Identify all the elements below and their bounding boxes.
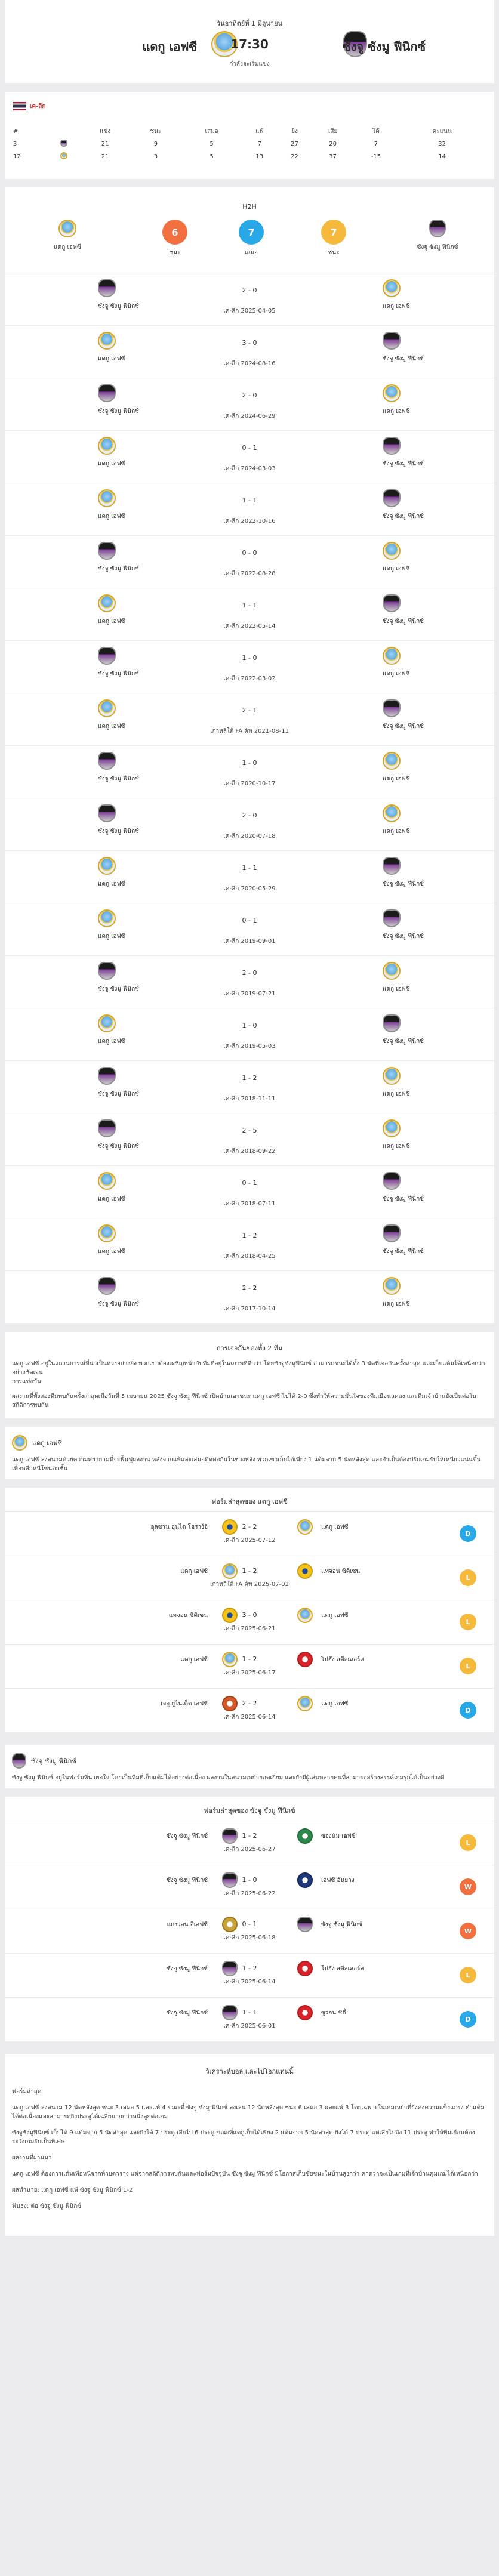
match-score: 1 - 0 xyxy=(242,654,257,662)
goal-diff: -15 xyxy=(371,153,381,160)
form-match-row[interactable] xyxy=(5,1689,494,1733)
prediction-text: แดกู เอฟซี ต้องการแต้มเพื่อหนีจากท้ายตาราง แต่จากสถิติการพบกันและฟอร์มปัจจุบัน ซังจู ซังมู ฟีนิกซ์ มีโอกาสเก็บชัยชนะในบ้านสูงกว่า คาดว่าจะเป็นเกมที่เจ้าบ้านคุมเกมได้เหนือกว่า xyxy=(12,2171,478,2177)
away-team-crest-icon xyxy=(297,1652,313,1667)
match-home-team: ซังจู ซังมู ฟีนิกซ์ xyxy=(98,776,139,782)
team-crest-icon xyxy=(60,140,67,147)
home-form-title: ฟอร์มล่าสุดของ แดกู เอฟซี xyxy=(5,1488,494,1512)
match-home-team: แดกู เอฟซี xyxy=(98,723,125,730)
match-home-team: แดกู เอฟซี xyxy=(180,1568,208,1575)
match-date: เค-ลีก 2025-06-14 xyxy=(223,1979,276,1985)
match-date: เค-ลีก 2019-09-01 xyxy=(223,938,276,945)
won: 9 xyxy=(153,141,158,147)
match-date: เค-ลีก 2025-07-12 xyxy=(223,1537,276,1544)
match-date: เค-ลีก 2024-08-16 xyxy=(223,360,276,367)
match-date: วันอาทิตย์ที่ 1 มิถุนายน xyxy=(216,20,283,27)
h2h-match-row[interactable] xyxy=(5,1008,494,1061)
h2h-match-row[interactable] xyxy=(5,798,494,851)
away-team-crest-icon xyxy=(297,1519,313,1535)
match-date: เค-ลีก 2022-03-02 xyxy=(223,675,276,682)
col-goal-diff: ได้ xyxy=(372,128,380,135)
match-score: 1 - 1 xyxy=(242,601,257,609)
match-score: 1 - 2 xyxy=(242,1832,257,1840)
match-score: 1 - 2 xyxy=(242,1655,257,1663)
match-score: 3 - 0 xyxy=(242,1611,257,1619)
col-played: แข่ง xyxy=(100,128,111,135)
home-team-crest-icon xyxy=(12,1435,27,1451)
match-date: เค-ลีก 2017-10-14 xyxy=(223,1306,276,1312)
away-team-crest-icon xyxy=(297,1961,313,1976)
h2h-match-row[interactable] xyxy=(5,536,494,588)
match-away-team: แดกู เอฟซี xyxy=(383,303,410,310)
match-home-team: ซังจู ซังมู ฟีนิกซ์ xyxy=(167,2010,208,2016)
goals-against: 37 xyxy=(329,153,337,160)
h2h-match-row[interactable] xyxy=(5,588,494,641)
draws-count: 7 xyxy=(239,220,264,245)
match-date: เค-ลีก 2020-05-29 xyxy=(223,886,276,892)
match-score: 2 - 5 xyxy=(242,1127,257,1134)
col-drawn: เสมอ xyxy=(205,128,218,135)
match-score: 1 - 0 xyxy=(242,759,257,767)
match-home-team: แดกู เอฟซี xyxy=(98,513,125,520)
match-home-team: ซังจู ซังมู ฟีนิกซ์ xyxy=(167,1966,208,1972)
h2h-home-name: แดกู เอฟซี xyxy=(54,244,81,251)
match-away-team: แดกู เอฟซี xyxy=(383,408,410,415)
away-team-name[interactable]: ซังจู ซังมู ฟีนิกซ์ xyxy=(343,39,426,54)
h2h-match-row[interactable] xyxy=(5,1218,494,1271)
col-team xyxy=(48,125,81,138)
match-score: 0 - 0 xyxy=(242,549,257,557)
rank: 12 xyxy=(13,153,21,160)
match-away-team: แดกู เอฟซี xyxy=(383,671,410,677)
match-away-team: ซังจู ซังมู ฟีนิกซ์ xyxy=(383,513,424,520)
result-badge: L xyxy=(460,1834,476,1851)
match-away-team: ซังจู ซังมู ฟีนิกซ์ xyxy=(383,618,424,625)
match-home-team: ซังจู ซังมู ฟีนิกซ์ xyxy=(98,1143,139,1150)
match-score: 1 - 0 xyxy=(242,1876,257,1884)
h2h-match-row[interactable] xyxy=(5,851,494,903)
h2h-match-row[interactable] xyxy=(5,1166,494,1218)
match-home-team: แดกู เอฟซี xyxy=(98,1248,125,1255)
standings-header-row xyxy=(13,125,486,138)
col-rank: # xyxy=(13,128,19,135)
away-form-title: ฟอร์มล่าสุดของ ซังจู ซังมู ฟีนิกซ์ xyxy=(5,1797,494,1821)
standings-card xyxy=(5,92,494,179)
match-score: 1 - 2 xyxy=(242,1567,257,1575)
result-badge: W xyxy=(460,1923,476,1939)
lost: 13 xyxy=(255,153,264,160)
h2h-match-row[interactable] xyxy=(5,641,494,693)
h2h-match-row[interactable] xyxy=(5,956,494,1008)
kickoff-time: 17:30 xyxy=(230,37,269,51)
match-score: 2 - 0 xyxy=(242,812,257,819)
lost: 7 xyxy=(257,141,261,147)
match-date: เค-ลีก 2018-09-22 xyxy=(223,1148,276,1155)
match-score: 2 - 1 xyxy=(242,707,257,714)
league-name[interactable]: เค-ลีก xyxy=(30,103,46,110)
col-goals-for: ยิง xyxy=(291,128,298,135)
h2h-analysis-text: แดกู เอฟซี อยู่ในสถานการณ์ที่น่าเป็นห่วงอย่างยิ่ง พวกเขาต้องเผชิญหน้ากับทีมที่อยู่ในสภาพที่ดีกว่า โดยซังจูซังมูฟีนิกซ์ สามารถชนะได้ทั้ง 3 นัดที่เจอกันครั้งล่าสุด และเก็บแต้มได้เหนือกว่าอย่างชัดเจน xyxy=(12,1361,485,1376)
match-away-team: ซังจู ซังมู ฟีนิกซ์ xyxy=(383,1038,424,1045)
match-score: 0 - 1 xyxy=(242,1179,257,1187)
home-team-name[interactable]: แดกู เอฟซี xyxy=(32,1439,63,1447)
match-date: เค-ลีก 2025-06-22 xyxy=(223,1890,276,1897)
match-away-team: เอฟซี อันยาง xyxy=(321,1877,355,1884)
home-form-card xyxy=(5,1488,494,1733)
match-home-team: อุลซาน ฮุนได โฮราง์อี xyxy=(150,1524,208,1531)
h2h-match-row[interactable] xyxy=(5,378,494,431)
h2h-away-name: ซังจู ซังมู ฟีนิกซ์ xyxy=(417,244,458,251)
won: 3 xyxy=(153,153,158,160)
match-home-team: ซังจู ซังมู ฟีนิกซ์ xyxy=(98,303,139,310)
match-away-team: แดกู เอฟซี xyxy=(383,566,410,572)
home-wins-label: ชนะ xyxy=(169,249,181,256)
match-home-team: ซังจู ซังมู ฟีนิกซ์ xyxy=(98,566,139,572)
form-match-row[interactable] xyxy=(5,1645,494,1689)
match-score: 2 - 2 xyxy=(242,1523,257,1531)
away-team-crest-icon xyxy=(297,1563,313,1579)
match-home-team: แกงวอน อีเอฟซี xyxy=(167,1921,208,1928)
match-home-team: แดกู เอฟซี xyxy=(98,618,125,625)
match-score: 1 - 2 xyxy=(242,1232,257,1239)
match-score: 2 - 0 xyxy=(242,286,257,294)
match-home-team: ซังจู ซังมู ฟีนิกซ์ xyxy=(98,671,139,677)
prediction-text: ซังจูซังมูฟีนิกซ์ เก็บได้ 9 แต้มจาก 5 นัดล่าสุด และยิงได้ 7 ประตู เสียไป 6 ประตู ขณะที่แดกูเก็บได้เพียง 2 แต้มจาก 5 นัดล่าสุด ยิงได้ 7 ประตู แต่เสียไปถึง 11 ประตู ทำให้ทีมเยือนต้องระวังเกมรับเป็นพิเศษ xyxy=(12,2130,475,2145)
h2h-match-row[interactable] xyxy=(5,1271,494,1324)
result-badge: W xyxy=(460,1878,476,1895)
match-away-team: ซองนัม เอฟซี xyxy=(321,1833,356,1840)
match-score: 3 - 0 xyxy=(242,339,257,347)
goals-for: 22 xyxy=(291,153,298,160)
h2h-home-wins xyxy=(142,220,208,257)
h2h-analysis-text: ผลงานที่ทั้งสองทีมพบกันครั้งล่าสุดเมื่อวันที่ 5 เมษายน 2025 ซังจู ซังมู ฟีนิกซ์ เปิดบ้านเอาชนะ แดกู เอฟซี ไปได้ 2-0 ซึ่งทำให้ความมั่นใจของทีมเยือนลดลง และทีมเจ้าบ้านยังเป็นต่อในสถิติการพบกัน xyxy=(12,1393,477,1409)
match-score: 1 - 1 xyxy=(242,496,257,504)
match-away-team: แดกู เอฟซี xyxy=(321,1701,349,1707)
match-away-team: ซังจู ซังมู ฟีนิกซ์ xyxy=(383,723,424,730)
match-date: เค-ลีก 2018-11-11 xyxy=(223,1096,276,1102)
away-team-description: ซังจู ซังมู ฟีนิกซ์ อยู่ในฟอร์มที่น่าพอใจ โดยเป็นทีมที่เก็บแต้มได้อย่างต่อเนื่อง ผลงานในสนามเหย้ายอดเยี่ยม และยังมีผู้เล่นหลายคนที่สามารถสร้างสรรค์เกมรุกได้เป็นอย่างดี xyxy=(12,1775,445,1781)
h2h-match-row[interactable] xyxy=(5,746,494,798)
result-badge: L xyxy=(460,1967,476,1983)
match-date: เค-ลีก 2018-04-25 xyxy=(223,1253,276,1260)
h2h-match-row[interactable] xyxy=(5,903,494,956)
match-score: 2 - 2 xyxy=(242,1284,257,1292)
form-match-row[interactable] xyxy=(5,1998,494,2042)
team-crest-icon xyxy=(60,152,67,159)
result-badge: D xyxy=(460,2011,476,2028)
match-away-team: โปฮัง สตีลเลอร์ส xyxy=(321,1656,364,1663)
match-status: กำลังจะเริ่มแข่ง xyxy=(229,61,270,67)
match-away-team: แดกู เอฟซี xyxy=(383,828,410,835)
match-score: 0 - 1 xyxy=(242,917,257,924)
drawn: 5 xyxy=(210,141,214,147)
result-badge: D xyxy=(460,1702,476,1719)
match-away-team: ซังจู ซังมู ฟีนิกซ์ xyxy=(383,356,424,362)
result-badge: D xyxy=(460,1525,476,1542)
prediction-tip: ฟันธง: ต่อ ซังจู ซังมู ฟีนิกซ์ xyxy=(12,2203,82,2210)
away-team-crest-icon xyxy=(297,1872,313,1888)
col-won: ชนะ xyxy=(150,128,162,135)
match-home-team: แดกู เอฟซี xyxy=(98,461,125,467)
form-match-row[interactable] xyxy=(5,1954,494,1998)
h2h-match-row[interactable] xyxy=(5,326,494,378)
away-team-crest-icon xyxy=(12,1753,26,1769)
match-date: เค-ลีก 2022-10-16 xyxy=(223,518,276,525)
draws-label: เสมอ xyxy=(244,249,258,256)
match-date: เค-ลีก 2025-06-14 xyxy=(223,1714,276,1720)
col-points: คะแนน xyxy=(432,128,452,135)
match-home-team: แดกู เอฟซี xyxy=(98,1196,125,1202)
match-home-team: ซังจู ซังมู ฟีนิกซ์ xyxy=(167,1877,208,1884)
match-home-team: ซังจู ซังมู ฟีนิกซ์ xyxy=(98,1091,139,1097)
points: 14 xyxy=(438,153,446,160)
match-date: เค-ลีก 2025-06-27 xyxy=(223,1846,276,1853)
away-team-name[interactable]: ซังจู ซังมู ฟีนิกซ์ xyxy=(31,1757,76,1765)
match-score: 0 - 1 xyxy=(242,444,257,452)
match-away-team: ซังจู ซังมู ฟีนิกซ์ xyxy=(383,933,424,940)
away-team-crest-icon xyxy=(297,1608,313,1623)
match-date: เค-ลีก 2019-07-21 xyxy=(223,991,276,997)
played: 21 xyxy=(101,141,109,147)
match-away-team: ซังจู ซังมู ฟีนิกซ์ xyxy=(383,1248,424,1255)
match-away-team: แดกู เอฟซี xyxy=(383,1301,410,1307)
h2h-match-list xyxy=(5,273,494,1324)
h2h-analysis-subhead: การแข่งขัน xyxy=(12,1378,41,1385)
prediction-title: วิเคราะห์บอล และไปโอกแทนนี้ xyxy=(205,2068,294,2075)
col-lost: แพ้ xyxy=(255,128,264,135)
h2h-card xyxy=(5,187,494,1324)
home-team-crest-icon xyxy=(58,220,76,237)
match-date: เค-ลีก 2024-06-29 xyxy=(223,413,276,419)
match-home-team: เจจู ยูไนเต็ด เอฟซี xyxy=(161,1701,208,1707)
match-away-team: ซูวอน ซิตี้ xyxy=(321,2010,346,2016)
h2h-home-team[interactable] xyxy=(35,220,100,252)
standings-table xyxy=(13,125,486,163)
goal-diff: 7 xyxy=(374,141,378,147)
match-away-team: แดกู เอฟซี xyxy=(383,986,410,992)
match-date: เค-ลีก 2025-04-05 xyxy=(223,308,276,314)
match-score: 1 - 2 xyxy=(242,1964,257,1972)
form-match-row[interactable] xyxy=(5,1865,494,1909)
korea-flag-icon xyxy=(13,102,26,110)
points: 32 xyxy=(438,141,446,147)
match-score: 1 - 1 xyxy=(242,864,257,872)
away-team-crest-icon xyxy=(297,2005,313,2020)
rank: 3 xyxy=(13,141,17,147)
match-date: เค-ลีก 2025-06-01 xyxy=(223,2023,276,2029)
home-form-list xyxy=(5,1512,494,1733)
form-match-row[interactable] xyxy=(5,1909,494,1954)
played: 21 xyxy=(101,153,109,160)
home-wins-count: 6 xyxy=(162,220,187,245)
form-match-row[interactable] xyxy=(5,1821,494,1865)
match-score: 1 - 0 xyxy=(242,1022,257,1029)
goals-for: 27 xyxy=(291,141,298,147)
match-score: 2 - 0 xyxy=(242,969,257,977)
match-date: เกาหลีใต้ FA คัพ 2021-08-11 xyxy=(210,728,289,735)
match-home-team: ซังจู ซังมู ฟีนิกซ์ xyxy=(167,1833,208,1840)
home-team-description: แดกู เอฟซี ลงสนามด้วยความพยายามที่จะฟื้นฟูผลงาน หลังจากแพ้และเสมอติดต่อกันในช่วงหลัง พวกเขาเก็บได้เพียง 1 แต้มจาก 5 นัดหลังสุด และจำเป็นต้องปรับเกมรับให้เหนียวแน่นขึ้นเพื่อหลีกหนีโซนตกชั้น xyxy=(12,1457,481,1472)
h2h-analysis-title: การเจอกันของทั้ง 2 ทีม xyxy=(216,1344,283,1352)
match-score: 0 - 1 xyxy=(242,1920,257,1928)
match-score: 1 - 2 xyxy=(242,1074,257,1082)
result-badge: L xyxy=(460,1658,476,1674)
prediction-subhead: ผลงานที่ผ่านมา xyxy=(12,2155,52,2161)
match-home-team: ซังจู ซังมู ฟีนิกซ์ xyxy=(98,1301,139,1307)
match-date: เค-ลีก 2019-05-03 xyxy=(223,1043,276,1050)
match-away-team: แดกู เอฟซี xyxy=(383,1143,410,1150)
form-match-row[interactable] xyxy=(5,1512,494,1556)
home-team-name[interactable]: แดกู เอฟซี xyxy=(142,39,197,54)
match-home-team: ซังจู ซังมู ฟีนิกซ์ xyxy=(98,408,139,415)
match-home-team: ซังจู ซังมู ฟีนิกซ์ xyxy=(98,986,139,992)
away-team-crest-icon xyxy=(297,1828,313,1844)
match-date: เค-ลีก 2024-03-03 xyxy=(223,465,276,472)
match-date: เค-ลีก 2020-07-18 xyxy=(223,833,276,840)
away-wins-count: 7 xyxy=(321,220,346,245)
match-away-team: แดกู เอฟซี xyxy=(321,1524,349,1531)
drawn: 5 xyxy=(210,153,214,160)
result-badge: L xyxy=(460,1614,476,1630)
match-home-team: ซังจู ซังมู ฟีนิกซ์ xyxy=(98,828,139,835)
match-away-team: ซังจู ซังมู ฟีนิกซ์ xyxy=(321,1921,362,1928)
prediction-subhead: ฟอร์มล่าสุด xyxy=(12,2088,42,2095)
match-away-team: แดกู เอฟซี xyxy=(321,1612,349,1619)
match-header xyxy=(5,0,494,84)
h2h-draws xyxy=(218,220,284,257)
form-match-row[interactable] xyxy=(5,1600,494,1645)
standings-row[interactable] xyxy=(13,150,486,163)
result-badge: L xyxy=(460,1569,476,1586)
match-date: เค-ลีก 2020-10-17 xyxy=(223,780,276,787)
match-away-team: แดกู เอฟซี xyxy=(383,776,410,782)
match-home-team: แดกู เอฟซี xyxy=(98,356,125,362)
h2h-away-team[interactable] xyxy=(405,220,470,252)
match-date: เค-ลีก 2022-05-14 xyxy=(223,623,276,630)
match-away-team: โปฮัง สตีลเลอร์ส xyxy=(321,1966,364,1972)
match-away-team: ซังจู ซังมู ฟีนิกซ์ xyxy=(383,881,424,887)
goals-against: 20 xyxy=(329,141,337,147)
match-home-team: แดกู เอฟซี xyxy=(98,1038,125,1045)
match-date: เค-ลีก 2025-06-17 xyxy=(223,1670,276,1676)
match-date: เค-ลีก 2025-06-18 xyxy=(223,1935,276,1941)
match-date: เค-ลีก 2018-07-11 xyxy=(223,1201,276,1207)
away-form-card xyxy=(5,1797,494,2042)
h2h-match-row[interactable] xyxy=(5,483,494,536)
away-team-crest-icon xyxy=(429,220,446,237)
away-team-crest-icon xyxy=(297,1696,313,1711)
match-away-team: แทจอน ซิติเซน xyxy=(321,1568,361,1575)
form-match-row[interactable] xyxy=(5,1556,494,1600)
h2h-match-row[interactable] xyxy=(5,1113,494,1166)
h2h-analysis-card xyxy=(5,1332,494,1418)
away-wins-label: ชนะ xyxy=(328,249,340,256)
match-date: เกาหลีใต้ FA คัพ 2025-07-02 xyxy=(210,1581,289,1588)
h2h-match-row[interactable] xyxy=(5,693,494,746)
h2h-title: H2H xyxy=(242,203,257,211)
away-form-list xyxy=(5,1821,494,2042)
match-home-team: แดกู เอฟซี xyxy=(180,1656,208,1663)
h2h-match-row[interactable] xyxy=(5,273,494,326)
h2h-match-row[interactable] xyxy=(5,1061,494,1113)
match-score: 2 - 2 xyxy=(242,1699,257,1707)
col-goals-against: เสีย xyxy=(328,128,338,135)
match-score: 2 - 0 xyxy=(242,391,257,399)
match-score: 1 - 1 xyxy=(242,2009,257,2016)
match-home-team: แดกู เอฟซี xyxy=(98,881,125,887)
prediction-text: แดกู เอฟซี ลงสนาม 12 นัดหลังสุด ชนะ 3 เสมอ 5 และแพ้ 4 ขณะที่ ซังจู ซังมู ฟีนิกซ์ ลงเล่น 12 นัดหลังสุด ชนะ 6 เสมอ 3 และแพ้ 3 โดยเฉพาะในเกมเหย้าที่ยังคงความแข็งแกร่ง ทำแต้มได้ต่อเนื่องและสามารถยิงประตูได้เฉลี่ยมากกว่าหนึ่งลูกต่อเกม xyxy=(12,2105,485,2120)
h2h-away-wins xyxy=(301,220,366,257)
prediction-card xyxy=(5,2054,494,2236)
h2h-match-row[interactable] xyxy=(5,431,494,483)
match-away-team: ซังจู ซังมู ฟีนิกซ์ xyxy=(383,1196,424,1202)
h2h-summary xyxy=(5,220,494,273)
away-team-card xyxy=(5,1745,494,1788)
match-home-team: แทจอน ซิติเซน xyxy=(168,1612,208,1619)
match-away-team: ซังจู ซังมู ฟีนิกซ์ xyxy=(383,461,424,467)
away-team-crest-icon xyxy=(297,1917,313,1932)
match-date: เค-ลีก 2025-06-21 xyxy=(223,1625,276,1632)
prediction-result: ผลทำนาย: แดกู เอฟซี แพ้ ซังจู ซังมู ฟีนิกซ์ 1-2 xyxy=(12,2187,133,2194)
match-date: เค-ลีก 2022-08-28 xyxy=(223,570,276,577)
home-team-card xyxy=(5,1427,494,1479)
match-away-team: แดกู เอฟซี xyxy=(383,1091,410,1097)
match-home-team: แดกู เอฟซี xyxy=(98,933,125,940)
standings-row[interactable] xyxy=(13,138,486,150)
